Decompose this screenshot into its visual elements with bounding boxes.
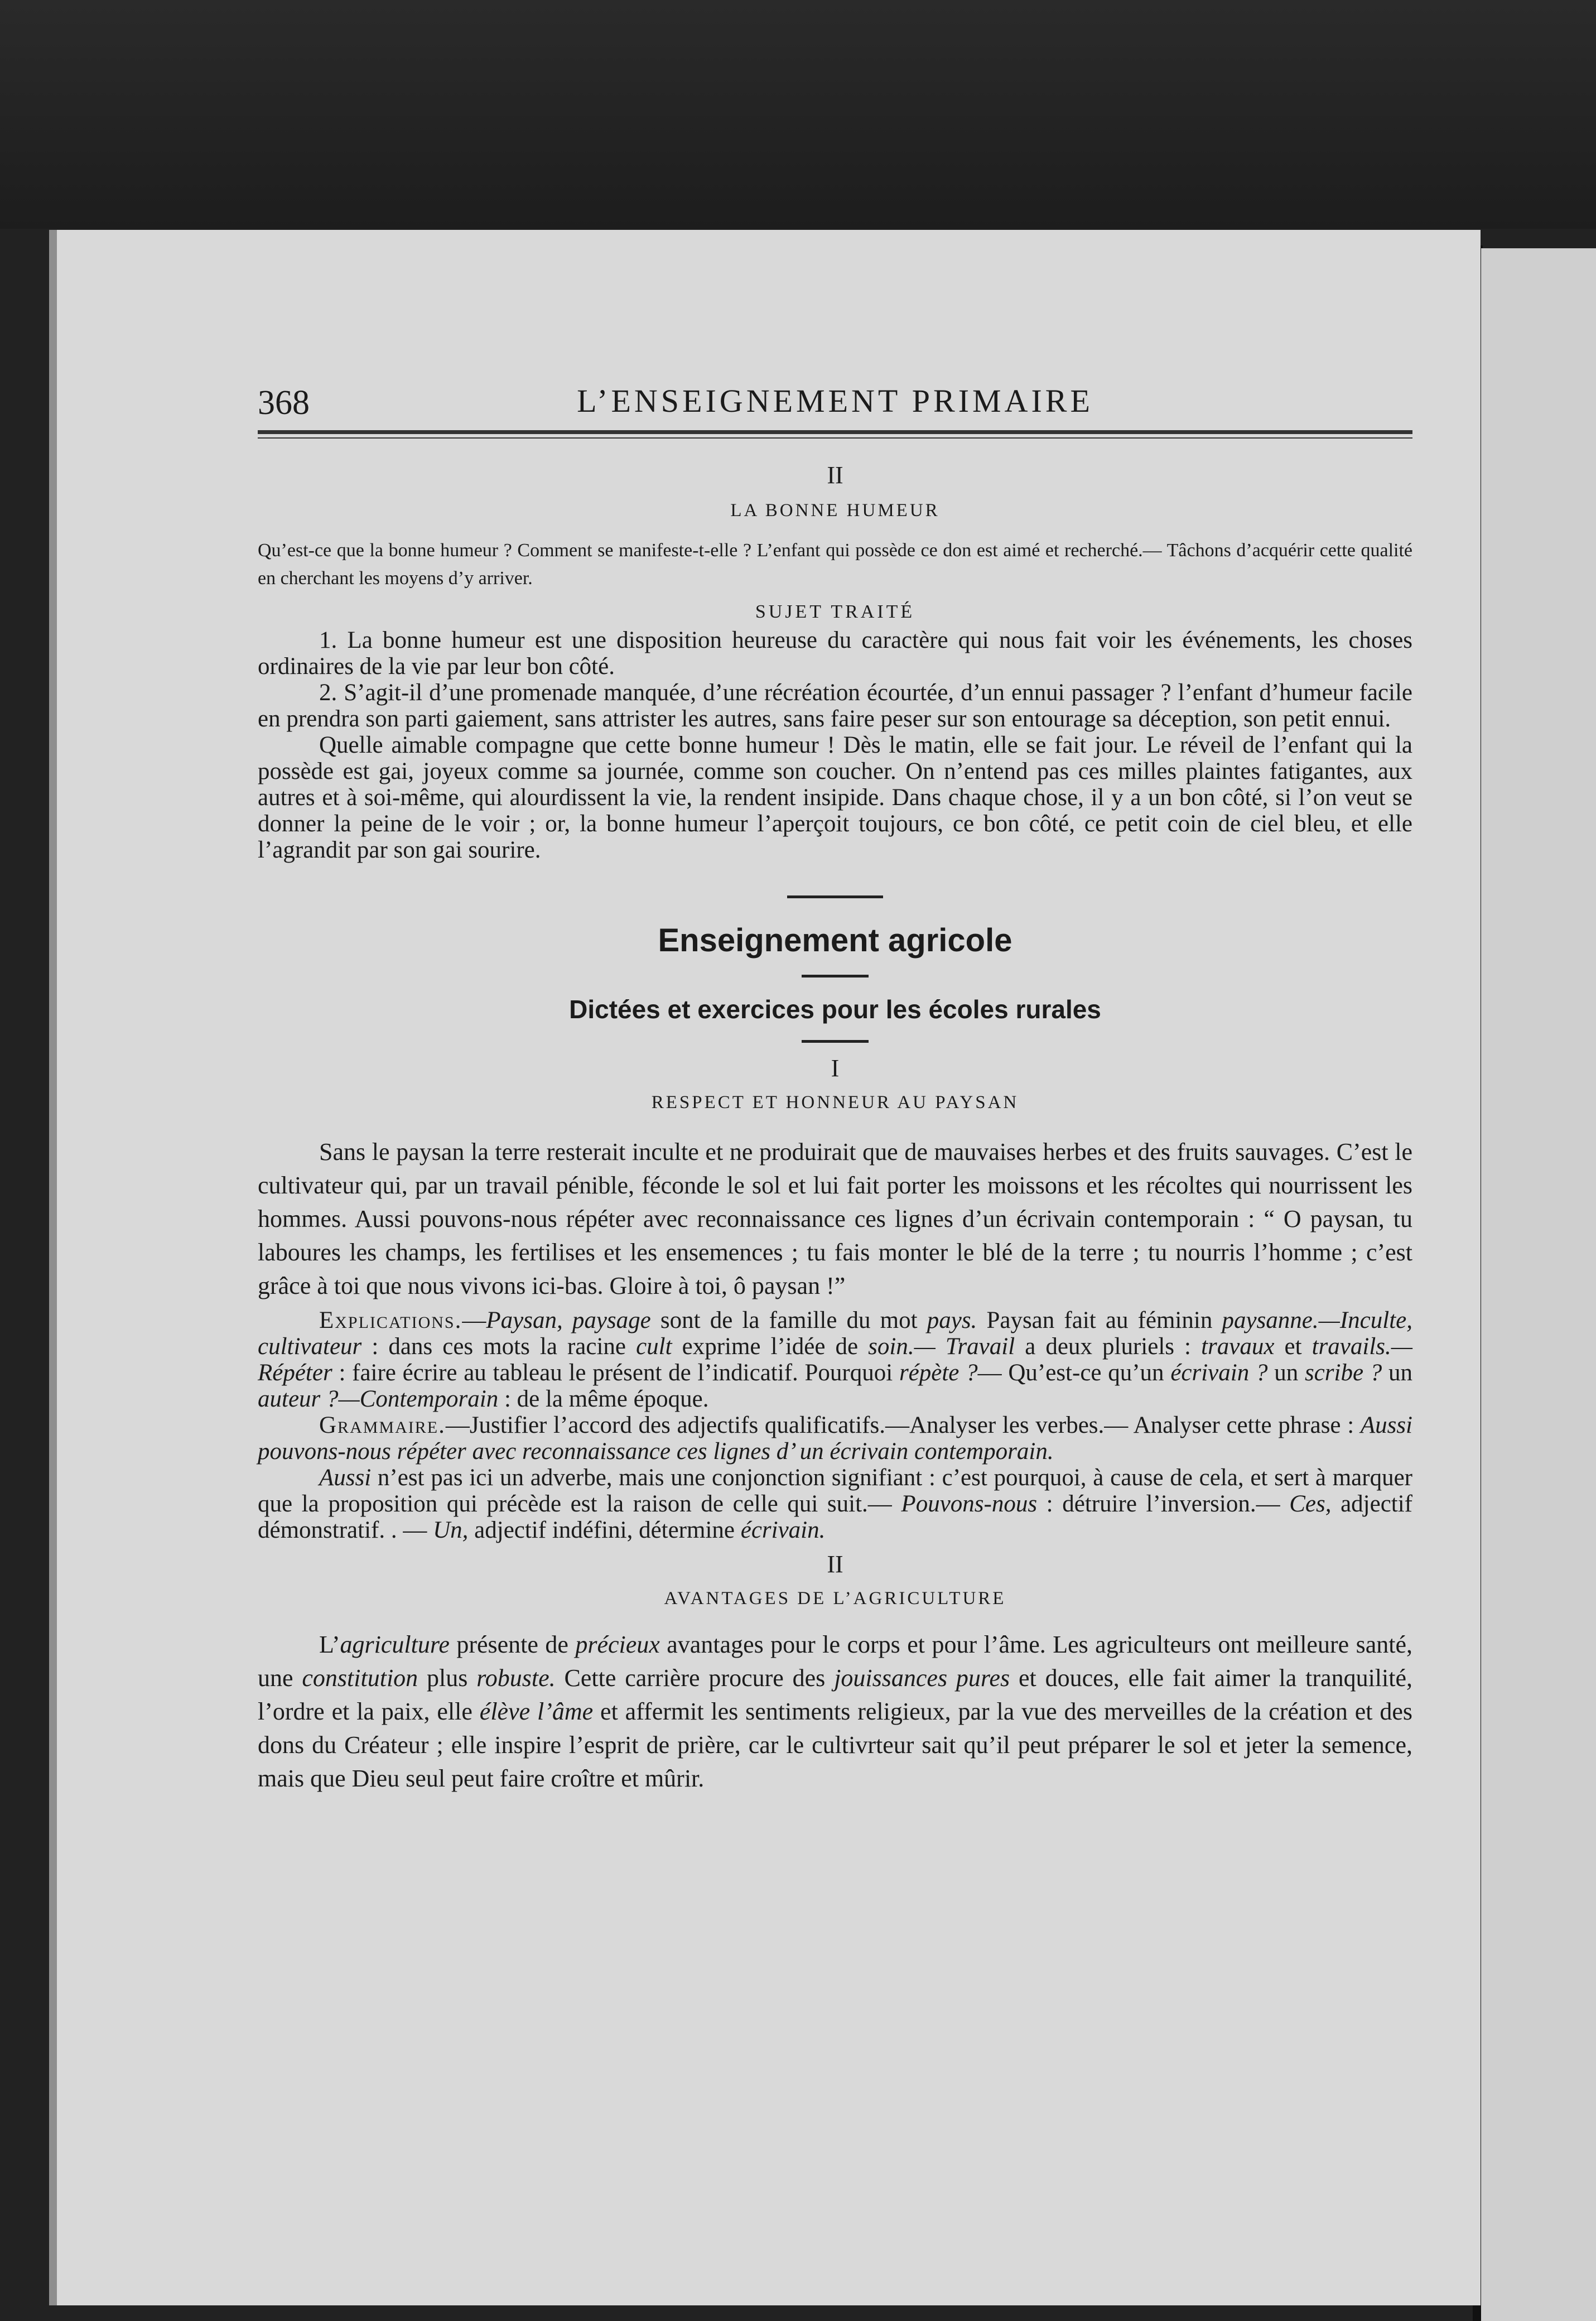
- book-page: [49, 230, 1481, 2305]
- lesson-title: LA BONNE HUMEUR: [730, 500, 940, 521]
- dictation-text: Sans le paysan la terre resterait inculte et ne produirait que de mauvaises herbes et des fruits sauvages. C’est le cultivateur qui, par un travail pénible, féconde le sol et lui fait porter les moissons et les récoltes qui nourrissent les hommes. Aussi pouvons-nous répéter avec reconnaissance ces lignes d’un écrivain contemporain : “ O paysan, tu laboures les champs, les fertilises et les ensemences ; tu fais monter le blé de la terre ; tu nourris l’homme ; c’est grâce à toi que nous vivons ici-bas. Gloire à toi, ô paysan !”: [258, 1138, 1412, 1299]
- lesson-prompt: Qu’est-ce que la bonne humeur ? Comment se manifeste-t-elle ? L’enfant qui possède ce don est aimé et recherché.— Tâchons d’acquérir cette qualité en cherchant les moyens d’y arriver.: [258, 540, 1412, 589]
- grammaire-paragraph: Grammaire.—Justifier l’accord des adjectifs qualificatifs.—Analyser les verbes.— Analyser cette phrase : Aussi pouvons-nous répéter avec reconnaissance ces lignes d’ un écrivain contemporain.: [258, 1412, 1412, 1465]
- lesson-numeral: II: [827, 1550, 843, 1578]
- paragraph: 1. La bonne humeur est une disposition heureuse du caractère qui nous fait voir les événements, les choses ordinaires de la vie par leur bon côté.: [258, 627, 1412, 680]
- section-subtitle: Dictées et exercices pour les écoles rurales: [569, 995, 1101, 1024]
- running-head: [258, 361, 1412, 422]
- lesson-numeral: II: [827, 461, 843, 489]
- explications-label: Explications.: [319, 1307, 462, 1333]
- explications-paragraph: Explications.—Paysan, paysage sont de la famille du mot pays. Paysan fait au féminin paysanne.—Inculte, cultivateur : dans ces mots la racine cult exprime l’idée de soin.— Travail a deux pluriels : travaux et travails.— Répéter : faire écrire au tableau le présent de l’indicatif. Pourquoi répète ?— Qu’est-ce qu’un écrivain ? un scribe ? un auteur ?—Contemporain : de la même époque.: [258, 1307, 1413, 1412]
- paragraph: Quelle aimable compagne que cette bonne humeur ! Dès le matin, elle se fait jour. Le réveil de l’enfant qui la possède est gai, joyeux comme sa journée, comme son coucher. On n’entend pas ces milles plaintes fatigantes, aux autres et à soi-même, qui alourdissent la vie, la rendent insipide. Dans chaque chose, il y a un bon côté, si l’on veut se donner la peine de le voir ; or, la bonne humeur l’aperçoit toujours, ce bon côté, ce petit coin de ciel bleu, et elle l’agrandit par son gai sourire.: [258, 732, 1412, 863]
- aussi-paragraph: Aussi n’est pas ici un adverbe, mais une conjonction signifiant : c’est pourquoi, à cause de cela, et sert à marquer que la proposition qui précède est la raison de celle qui suit.— Pouvons-nous : détruire l’inversion.— Ces, adjectif démonstratif. . — Un, adjectif indéfini, détermine écrivain.: [258, 1465, 1412, 1543]
- section-divider: [787, 895, 883, 898]
- scan-background-top: [0, 0, 1596, 229]
- header-double-rule: [258, 430, 1412, 439]
- page-number: 368: [258, 384, 310, 422]
- lesson-numeral: I: [831, 1054, 840, 1082]
- page-content: [258, 361, 1412, 1795]
- dictation-text: L’agriculture présente de précieux avantages pour le corps et pour l’âme. Les agriculteurs ont meilleure santé, une constitution plus robuste. Cette carrière procure des jouissances pures et douces, elle fait aimer la tranquilité, l’ordre et la paix, elle élève l’âme et affermit les sentiments religieux, par la vue des merveilles de la création et des dons du Créateur ; elle inspire l’esprit de prière, car le cultivrteur sait qu’il peut préparer le sol et jeter la semence, mais que Dieu seul peut faire croître et mûrir.: [258, 1631, 1412, 1792]
- journal-title: L’ENSEIGNEMENT PRIMAIRE: [577, 383, 1093, 419]
- section-title: Enseignement agricole: [658, 922, 1012, 959]
- facing-page: [1481, 248, 1596, 2321]
- lesson-title: AVANTAGES DE L’AGRICULTURE: [664, 1588, 1006, 1609]
- section-divider: [802, 1040, 869, 1043]
- sujet-traite-heading: SUJET TRAITÉ: [755, 601, 915, 622]
- grammaire-label: Grammaire.: [319, 1412, 446, 1438]
- section-divider: [802, 975, 869, 977]
- paragraph: 2. S’agit-il d’une promenade manquée, d’une récréation écourtée, d’un ennui passager ? l’enfant d’humeur facile en prendra son parti gaiement, sans attrister les autres, sans faire peser sur son entourage sa déception, son petit ennui.: [258, 680, 1412, 732]
- lesson-title: RESPECT ET HONNEUR AU PAYSAN: [651, 1092, 1019, 1113]
